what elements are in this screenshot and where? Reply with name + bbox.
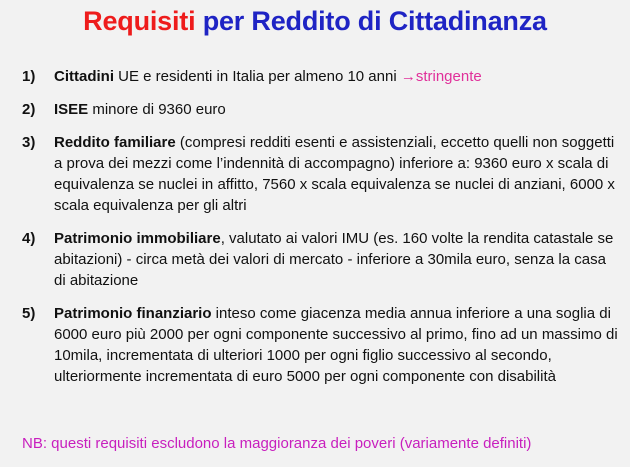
slide-title [0,6,630,37]
item-text: UE e residenti in Italia per almeno 10 anni [114,68,401,85]
item-number: 5) [22,305,36,322]
item-number: 3) [22,134,36,151]
item-heading: Patrimonio immobiliare [54,230,221,247]
item-heading: Cittadini [54,68,114,85]
item-heading: Patrimonio finanziario [54,305,212,322]
item-number: 1) [22,68,36,85]
requirements-list [22,66,620,399]
list-item-patrimonio-immobiliare [22,228,620,291]
item-highlight: →stringente [400,68,482,85]
item-text: (compresi redditi esenti e assistenziali, eccetto quelli non soggetti a prova dei mezzi come l’indennità di accompagno) inferiore a: 9360 euro x scala di equivalenza se nuclei in affitto, 7560 x scala equivalenza se nuclei di anziani, 6000 x scala equivalenza per gli altri [54,134,615,214]
item-number: 2) [22,101,36,118]
footnote: NB: questi requisiti escludono la maggioranza dei poveri (variamente definiti) [22,435,532,452]
item-text: minore di 9360 euro [88,101,226,118]
list-item-isee [22,99,620,120]
list-item-patrimonio-finanziario [22,303,620,387]
title-part-reddito: per Reddito di Cittadinanza [202,6,547,36]
item-heading: ISEE [54,101,89,118]
item-text: inteso come giacenza media annua inferiore a una soglia di 6000 euro più 2000 per ogni componente successivo al primo, fino ad un massimo di 10mila, incrementata di ulteriori 1000 per ogni figlio successivo al secondo, ulteriormente incrementata di euro 5000 per ogni componente con disabilità [54,305,618,385]
item-text: , valutato ai valori IMU (es. 160 volte la rendita catastale se abitazioni) - circa metà dei valori di mercato - inferiore a 30mila euro, senza la casa di abitazione [54,230,614,289]
list-item-reddito-familiare [22,132,620,216]
list-item-cittadini [22,66,620,87]
item-heading: Reddito familiare [54,134,176,151]
item-number: 4) [22,230,36,247]
title-part-requisiti: Requisiti [83,6,196,36]
